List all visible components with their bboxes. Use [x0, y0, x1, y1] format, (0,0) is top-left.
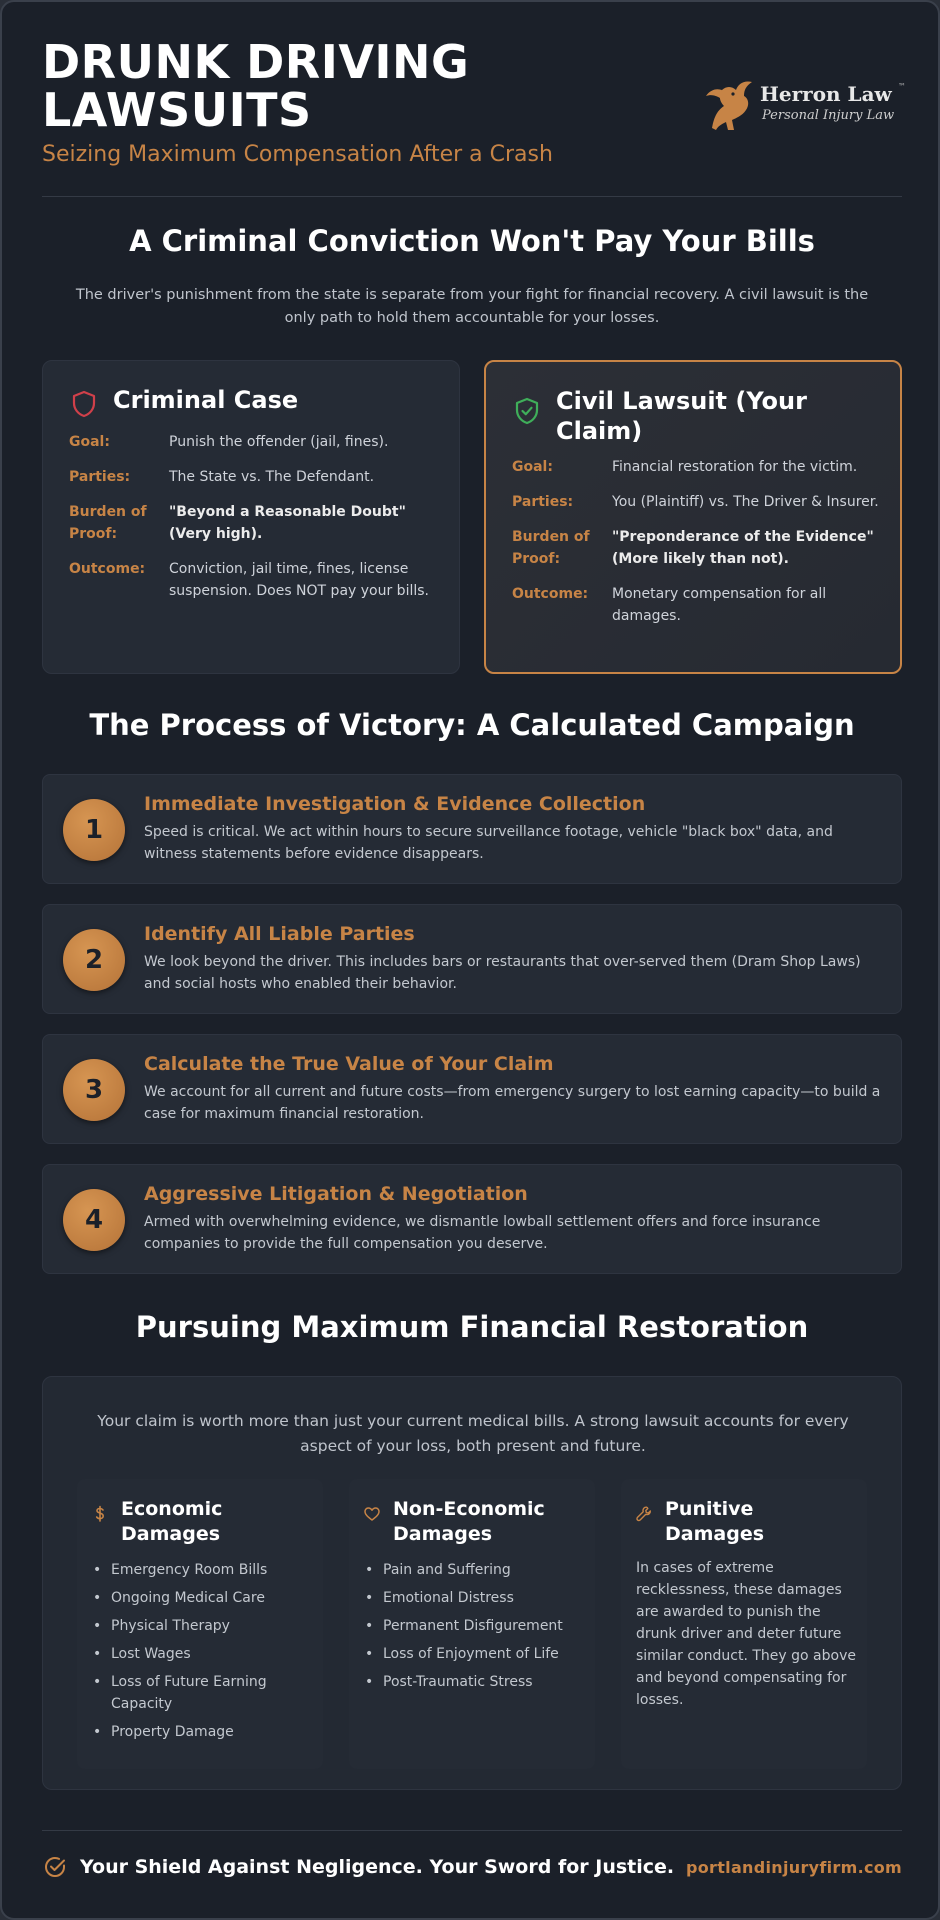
card-row-goal — [69, 431, 439, 453]
row-label: Outcome: — [69, 561, 146, 577]
section-title-restoration: Pursuing Maximum Financial Restoration — [135, 1310, 809, 1344]
card-row-burden — [512, 526, 880, 570]
footer — [42, 1850, 902, 1884]
list-item: • Emergency Room Bills — [91, 1559, 316, 1581]
card-row-outcome — [69, 558, 439, 602]
card-header — [512, 386, 816, 446]
header-divider — [42, 196, 902, 197]
row-label: Parties: — [512, 494, 574, 510]
footer-slogan: Your Shield Against Negligence. Your Sword for Justice. — [80, 1856, 675, 1878]
page-title: DRUNK DRIVING LAWSUITS — [42, 35, 470, 137]
herron-law-logo[interactable] — [702, 76, 906, 136]
logo-name: Herron Law — [760, 82, 892, 106]
non-economic-damages-card — [349, 1479, 595, 1769]
step-title: Calculate the True Value of Your Claim — [144, 1053, 554, 1075]
footer-divider — [42, 1830, 902, 1831]
damages-intro: Your claim is worth more than just your current medical bills. A strong lawsuit accounts for every aspect of your loss, both present and future. — [97, 1412, 849, 1455]
header — [42, 35, 906, 196]
step-description: Armed with overwhelming evidence, we dismantle lowball settlement offers and force insurance companies to provide the full compensation you deserve. — [144, 1214, 821, 1252]
row-value: Monetary compensation for all damages. — [612, 586, 827, 624]
card-header — [363, 1497, 563, 1547]
step-number-badge: 3 — [63, 1059, 125, 1121]
section-intro-conviction: The driver's punishment from the state is separate from your fight for financial recovery. A civil lawsuit is the only path to hold them accountable for your losses. — [75, 287, 869, 326]
list-item: • Ongoing Medical Care — [91, 1587, 316, 1609]
non-economic-damages-list — [363, 1559, 588, 1699]
card-title: Non-Economic Damages — [393, 1498, 545, 1545]
row-label: Goal: — [512, 459, 553, 475]
card-row-parties — [69, 466, 439, 488]
griffin-icon — [702, 76, 758, 136]
card-row-burden — [69, 501, 439, 545]
process-step-2 — [42, 904, 902, 1014]
list-item: • Physical Therapy — [91, 1615, 316, 1637]
economic-damages-list — [91, 1559, 316, 1749]
list-item: • Post-Traumatic Stress — [363, 1671, 588, 1693]
step-description: We account for all current and future costs—from emergency surgery to lost earning capacity—to build a case for maximum financial restoration. — [144, 1084, 881, 1122]
row-value: "Preponderance of the Evidence" (More likely than not). — [612, 529, 874, 567]
card-title: Economic Damages — [121, 1498, 223, 1545]
card-title: Criminal Case — [113, 386, 299, 414]
civil-lawsuit-rows — [512, 456, 880, 640]
list-item: • Property Damage — [91, 1721, 316, 1743]
list-item: • Loss of Future Earning Capacity — [91, 1671, 316, 1715]
shield-icon — [69, 389, 99, 419]
row-label: Burden of Proof: — [69, 504, 147, 542]
economic-damages-card — [77, 1479, 323, 1769]
row-label: Outcome: — [512, 586, 589, 602]
process-step-3 — [42, 1034, 902, 1144]
step-number-badge: 2 — [63, 929, 125, 991]
list-item: • Permanent Disfigurement — [363, 1615, 588, 1637]
list-item: • Emotional Distress — [363, 1587, 588, 1609]
heart-icon — [363, 1505, 381, 1523]
list-item: • Lost Wages — [91, 1643, 316, 1665]
punitive-damages-text: In cases of extreme recklessness, these damages are awarded to punish the drunk driver and deter future similar conduct. They go above and beyond compensating for losses. — [636, 1560, 856, 1708]
logo-tagline: Personal Injury Law — [762, 108, 895, 123]
dollar-icon — [91, 1505, 109, 1523]
card-header — [69, 385, 298, 419]
wrench-icon — [635, 1505, 653, 1523]
card-header — [91, 1497, 241, 1547]
card-row-outcome — [512, 583, 880, 627]
civil-lawsuit-card — [484, 360, 902, 674]
step-title: Identify All Liable Parties — [144, 923, 415, 945]
criminal-case-card — [42, 360, 460, 674]
check-circle-icon — [42, 1854, 68, 1880]
card-row-goal — [512, 456, 880, 478]
step-description: We look beyond the driver. This includes bars or restaurants that over-served them (Dram Shop Laws) and social hosts who enabled their behavior. — [144, 954, 861, 992]
row-value: The State vs. The Defendant. — [169, 469, 375, 485]
step-number-badge: 1 — [63, 799, 125, 861]
row-label: Burden of Proof: — [512, 529, 590, 567]
shield-check-icon — [512, 396, 542, 426]
section-title-conviction: A Criminal Conviction Won't Pay Your Bills — [129, 224, 815, 258]
row-value: You (Plaintiff) vs. The Driver & Insurer. — [612, 494, 879, 510]
section-title-process: The Process of Victory: A Calculated Campaign — [89, 708, 855, 742]
card-title: Punitive Damages — [665, 1498, 765, 1545]
process-step-1 — [42, 774, 902, 884]
row-value: Punish the offender (jail, fines). — [169, 434, 389, 450]
page-subtitle: Seizing Maximum Compensation After a Crash — [42, 142, 553, 167]
row-value: Conviction, jail time, fines, license suspension. Does NOT pay your bills. — [169, 561, 429, 599]
row-label: Parties: — [69, 469, 131, 485]
card-row-parties — [512, 491, 880, 513]
logo-trademark: ™ — [898, 82, 906, 91]
website-link[interactable]: portlandinjuryfirm.com — [685, 1857, 902, 1877]
row-value: Financial restoration for the victim. — [612, 459, 858, 475]
damages-panel — [42, 1376, 902, 1790]
card-title: Civil Lawsuit (Your Claim) — [556, 387, 807, 445]
card-header — [635, 1497, 785, 1547]
row-label: Goal: — [69, 434, 110, 450]
step-title: Aggressive Litigation & Negotiation — [144, 1183, 528, 1205]
process-step-4 — [42, 1164, 902, 1274]
row-value: "Beyond a Reasonable Doubt" (Very high). — [169, 504, 406, 542]
list-item: • Pain and Suffering — [363, 1559, 588, 1581]
punitive-damages-card — [621, 1479, 867, 1769]
criminal-case-rows — [69, 431, 439, 615]
step-title: Immediate Investigation & Evidence Collection — [144, 793, 646, 815]
step-description: Speed is critical. We act within hours to secure surveillance footage, vehicle "black box" data, and witness statements before evidence disappears. — [144, 824, 833, 862]
step-number-badge: 4 — [63, 1189, 125, 1251]
list-item: • Loss of Enjoyment of Life — [363, 1643, 588, 1665]
